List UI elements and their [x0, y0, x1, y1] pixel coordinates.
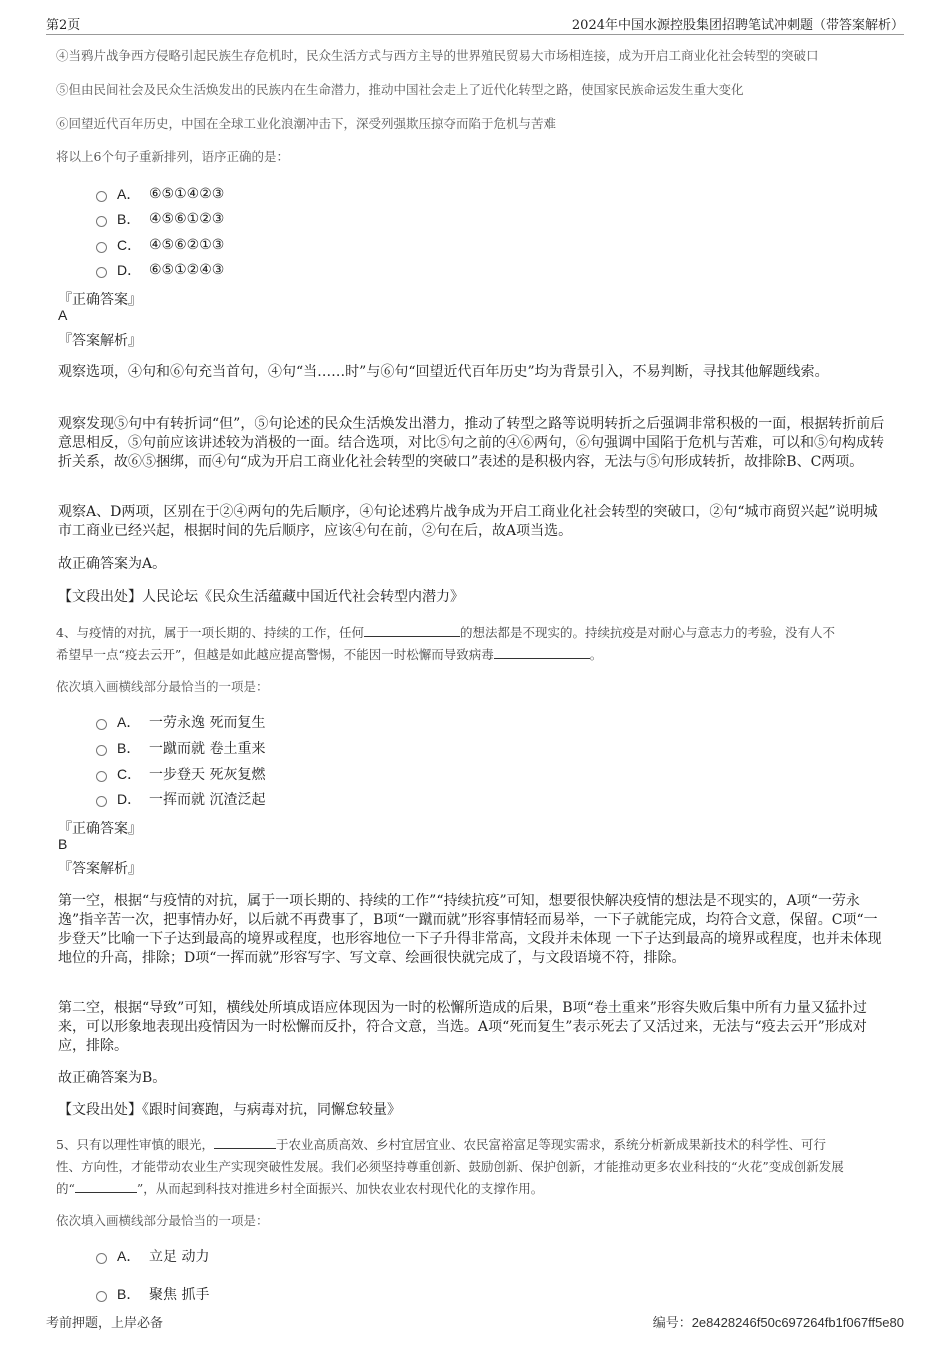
q5-blank-2 — [75, 1180, 137, 1193]
q4-option-b[interactable]: B． 一蹴而就 卷土重来 — [96, 738, 265, 758]
page-number: 第2页 — [46, 18, 81, 33]
q4-option-c[interactable]: C． 一步登天 死灰复燃 — [96, 764, 265, 784]
q3-option-a[interactable]: A． ⑥⑤①④②③ — [96, 184, 224, 204]
q3-option-d[interactable]: D． ⑥⑤①②④③ — [96, 260, 224, 280]
radio-icon[interactable] — [96, 1291, 107, 1302]
footer-slogan: 考前押题，上岸必备 — [46, 1316, 164, 1331]
q3-prompt: 将以上6个句子重新排列，语序正确的是： — [56, 149, 289, 164]
q5-stem: 5、只有以理性审慎的眼光， 于农业高质高效、乡村宜居宜业、农民富裕富足等现实需求，系统分析新成果新技术的科学性、可行 性、方向性，才能带动农业生产实现突破性发展。我们必须坚持尊重创新、鼓励创新、保护创新，才能推动更多农业科技的“火花”变成创新发展 的“ ”，从而起到科技对推进乡村全面振兴、加快农业农村现代化的支撑作用。 — [56, 1137, 844, 1196]
q4-analysis-3: 故正确答案为B。 — [58, 1070, 167, 1086]
q3-analysis-3: 观察A、D两项，区别在于②④两句的先后顺序，④句论述鸦片战争成为开启工商业化社会转型的突破口，②句“城市商贸兴起”说明城市工商业已经兴起，根据时间的先后顺序，应该④句在前，②句在后，故A项当选。 — [58, 504, 878, 539]
q4-option-d[interactable]: D． 一挥而就 沉渣泛起 — [96, 789, 265, 809]
q3-source: 【文段出处】人民论坛《民众生活蕴藏中国近代社会转型内潜力》 — [58, 589, 464, 605]
radio-icon[interactable] — [96, 796, 107, 807]
radio-icon[interactable] — [96, 745, 107, 756]
document-id: 编号：2e8428246f50c697264fb1f067ff5e80 — [652, 1315, 904, 1330]
radio-icon[interactable] — [96, 771, 107, 782]
q4-option-a[interactable]: A． 一劳永逸 死而复生 — [96, 712, 265, 732]
q4-answer-label: 『正确答案』 — [58, 821, 142, 837]
q3-analysis-label: 『答案解析』 — [58, 333, 142, 349]
q4-analysis-label: 『答案解析』 — [58, 861, 142, 877]
radio-icon[interactable] — [96, 191, 107, 202]
q3-option-c[interactable]: C． ④⑤⑥②①③ — [96, 235, 224, 255]
q4-prompt: 依次填入画横线部分最恰当的一项是： — [56, 679, 269, 694]
q3-sentence-4: ④当鸦片战争西方侵略引起民族生存危机时，民众生活方式与西方主导的世界殖民贸易大市场相连接，成为开启工商业化社会转型的突破口 — [56, 48, 819, 63]
q5-option-b[interactable]: B． 聚焦 抓手 — [96, 1284, 209, 1304]
radio-icon[interactable] — [96, 719, 107, 730]
q5-blank-1 — [214, 1136, 276, 1149]
q3-analysis-4: 故正确答案为A。 — [58, 556, 167, 572]
q4-blank-2 — [494, 646, 590, 659]
q3-answer-label: 『正确答案』 — [58, 292, 142, 308]
radio-icon[interactable] — [96, 242, 107, 253]
q4-analysis-2: 第二空，根据“导致”可知，横线处所填成语应体现因为一时的松懈所造成的后果，B项“卷土重来”形容失败后集中所有力量又猛扑过来，可以形象地表现出疫情因为一时松懈而反扑，符合文意，当选。A项“死而复生”表示死去了又活过来，无法与“疫去云开”形成对应，排除。 — [58, 1000, 867, 1054]
q3-sentence-5: ⑤但由民间社会及民众生活焕发出的民族内在生命潜力，推动中国社会走上了近代化转型之路，使国家民族命运发生重大变化 — [56, 82, 744, 97]
q3-sentence-6: ⑥回望近代百年历史，中国在全球工业化浪潮冲击下，深受列强欺压掠夺而陷于危机与苦难 — [56, 116, 557, 131]
radio-icon[interactable] — [96, 267, 107, 278]
q4-blank-1 — [364, 624, 460, 637]
q4-answer: B — [58, 836, 68, 852]
q5-prompt: 依次填入画横线部分最恰当的一项是： — [56, 1213, 269, 1228]
q4-source: 【文段出处】《跟时间赛跑，与病毒对抗，同懈怠较量》 — [58, 1102, 401, 1118]
q3-analysis-1: 观察选项，④句和⑥句充当首句，④句“当……时”与⑥句“回望近代百年历史”均为背景引入，不易判断，寻找其他解题线索。 — [58, 364, 829, 380]
radio-icon[interactable] — [96, 1253, 107, 1264]
q3-answer: A — [58, 307, 68, 323]
q3-option-b[interactable]: B． ④⑤⑥①②③ — [96, 209, 224, 229]
page-header — [46, 12, 904, 35]
q5-option-a[interactable]: A． 立足 动力 — [96, 1246, 209, 1266]
q3-analysis-2: 观察发现⑤句中有转折词“但”，⑤句论述的民众生活焕发出潜力，推动了转型之路等说明转折之后强调非常积极的一面，根据转折前后意思相反，⑤句前应该讲述较为消极的一面。结合选项，对比⑤句之前的④⑥两句，⑥句强调中国陷于危机与苦难，可以和⑤句构成转折关系，故⑥⑤捆绑，而④句“成为开启工商业化社会转型的突破口”表述的是积极内容，无法与⑤句形成转折，故排除B、C两项。 — [58, 416, 885, 470]
radio-icon[interactable] — [96, 216, 107, 227]
document-title: 2024年中国水源控股集团招聘笔试冲刺题（带答案解析） — [571, 18, 904, 33]
q4-stem: 4、与疫情的对抗，属于一项长期的、持续的工作，任何 的想法都是不现实的。持续抗疫是对耐心与意志力的考验，没有人不 希望早一点“疫去云开”，但越是如此越应提高警惕，不能因一时松懈而导致病毒 。 — [56, 625, 835, 662]
q4-analysis-1: 第一空，根据“与疫情的对抗，属于一项长期的、持续的工作”“持续抗疫”可知，想要很快解决疫情的想法是不现实的，A项“一劳永逸”指辛苦一次，把事情办好，以后就不再费事了，B项“一蹴而就”形容事情轻而易举，一下子就能完成，均符合文意，保留。C项“一步登天”比喻一下子达到最高的境界或程度，也形容地位一下子升得非常高，文段并未体现 一下子达到最高的境界或程度，也并未体现地位的升高，排除；D项“一挥而就”形容写字、写文章、绘画很快就完成了，与文段语境不符，排除。 — [58, 893, 882, 966]
